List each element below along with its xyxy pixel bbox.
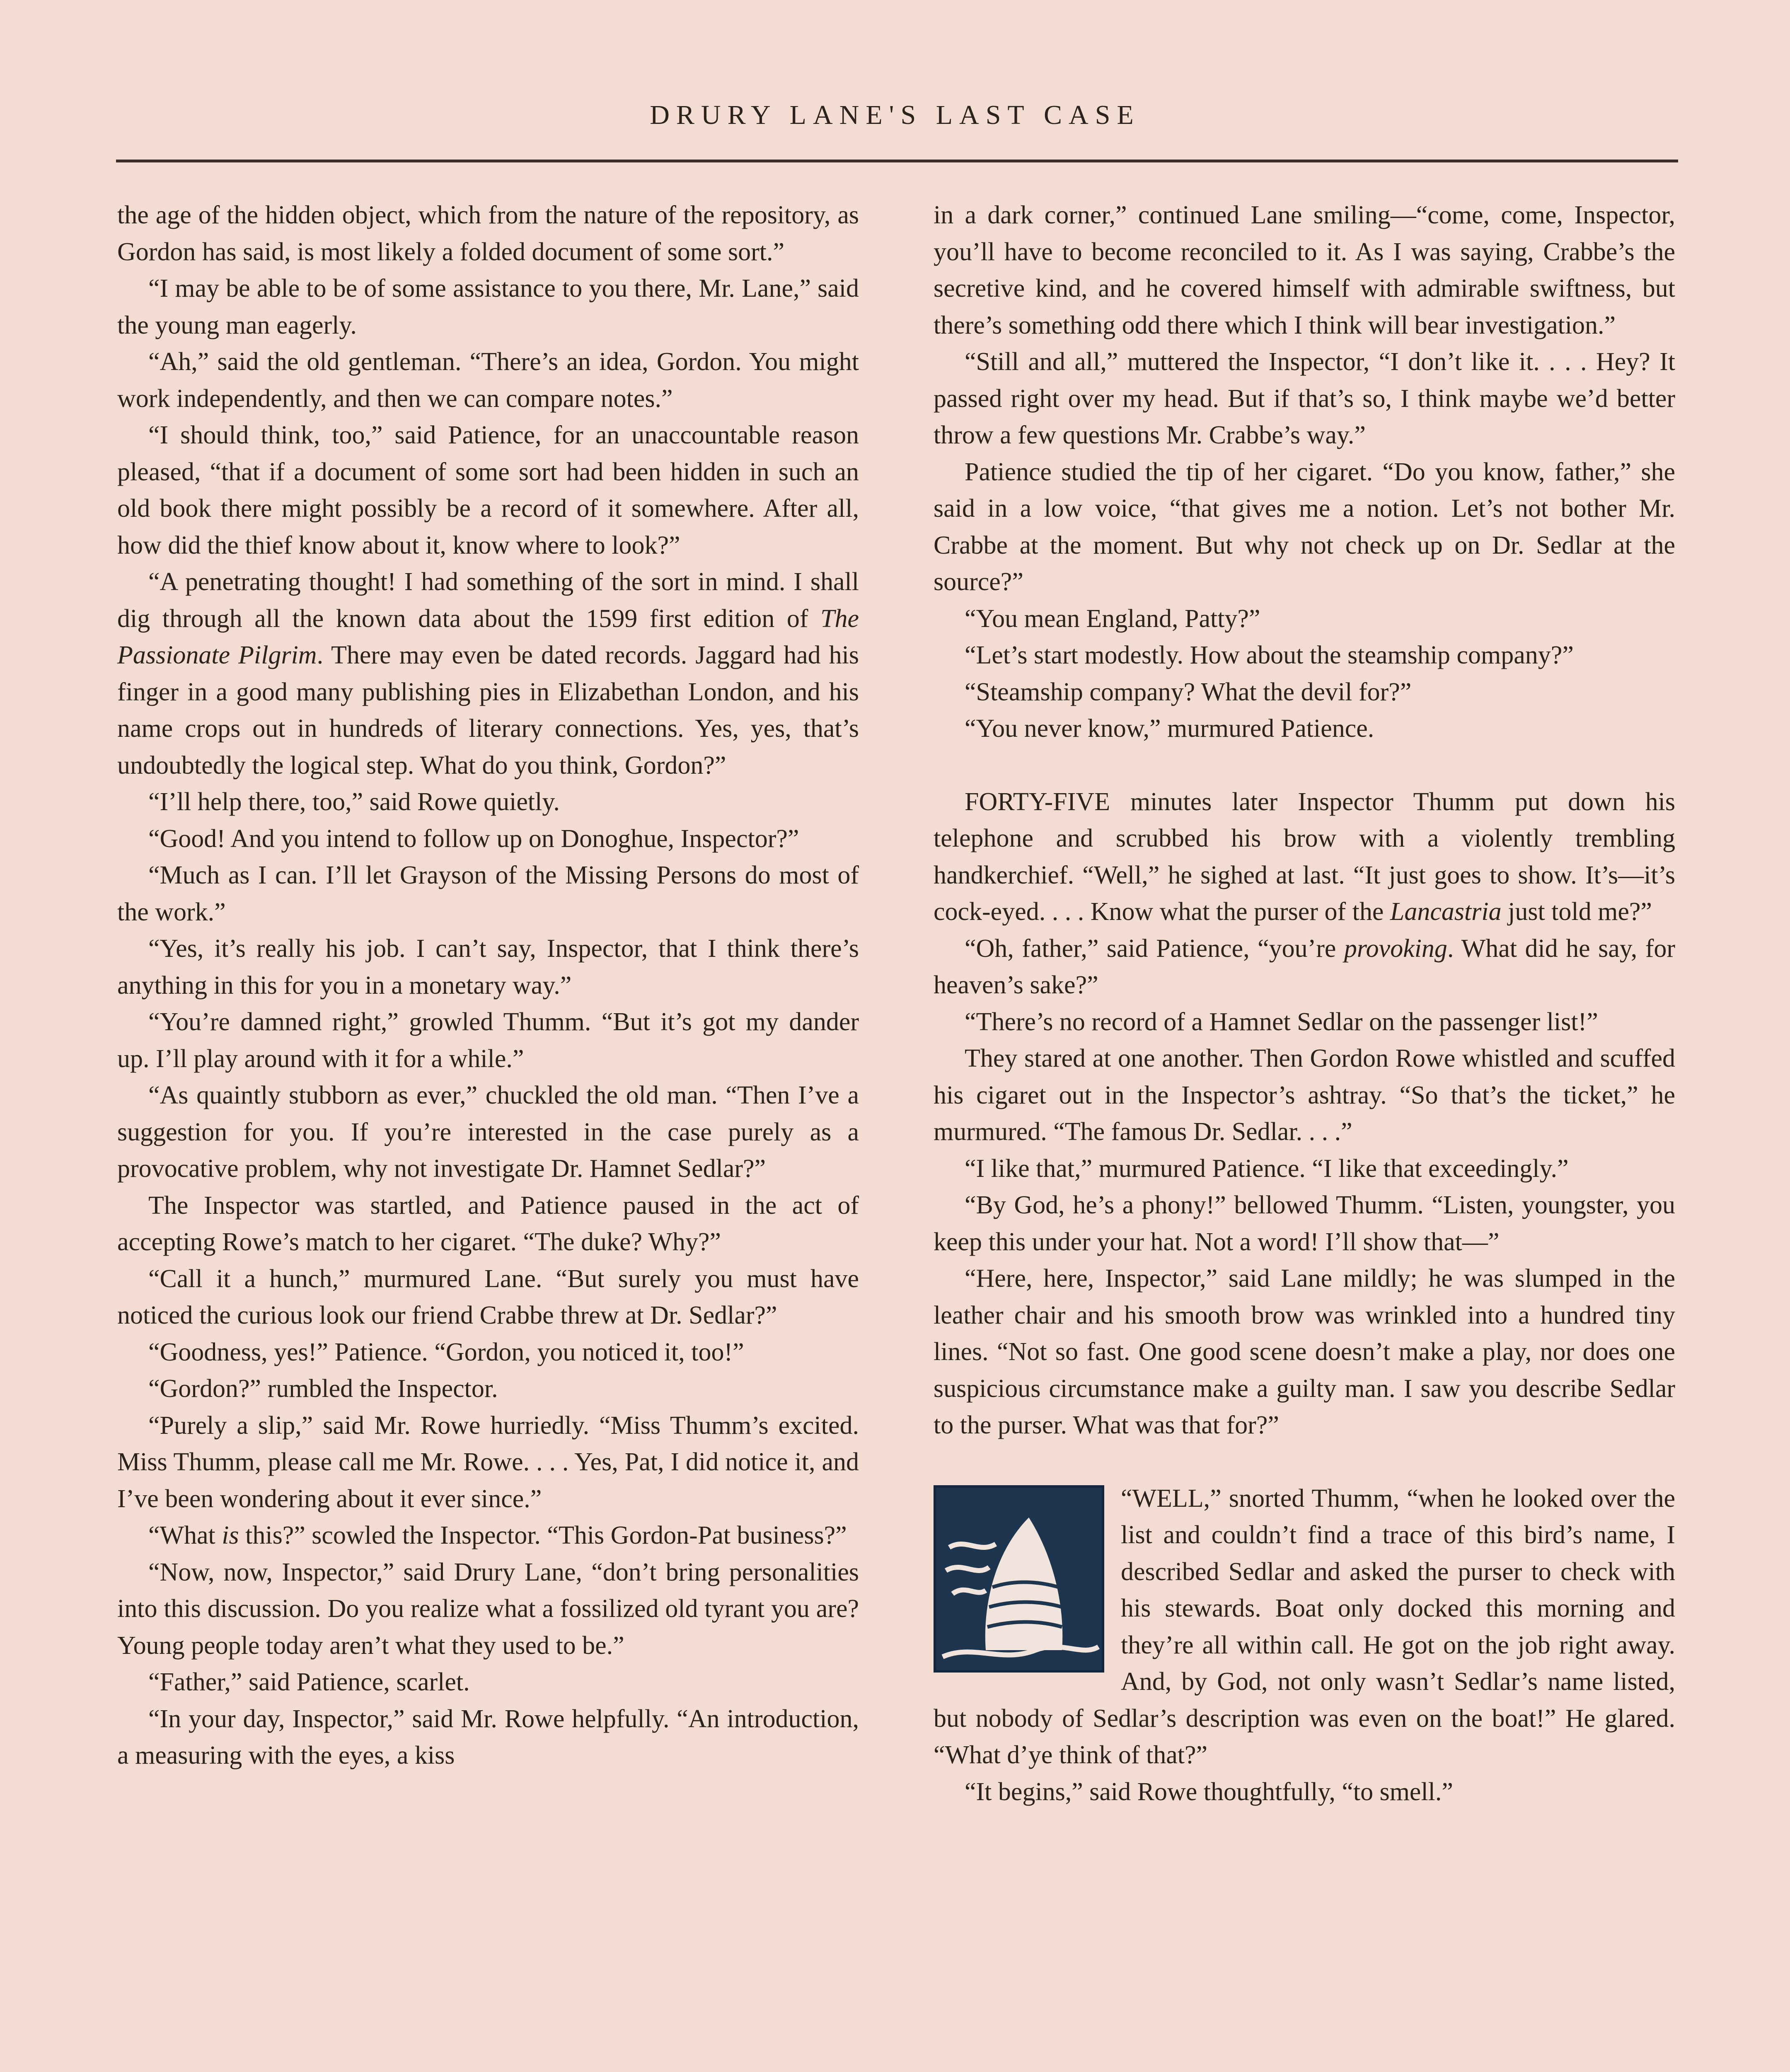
- paragraph: “Ah,” said the old gentleman. “There’s an idea, Gordon. You might work independently, and then we can compare notes.”: [117, 348, 859, 413]
- book-title: The Passionate Pilgrim: [117, 604, 859, 669]
- ship-icon: [934, 1485, 1104, 1673]
- paragraph: “By God, he’s a phony!” bellowed Thumm. “Listen, youngster, you keep this under your hat. Not a word! I’ll show that—”: [934, 1191, 1675, 1256]
- paragraph: “There’s no record of a Hamnet Sedlar on the passenger list!”: [965, 1007, 1598, 1036]
- paragraph: FORTY-FIVE minutes later Inspector Thumm put down his telephone and scrubbed his brow with a violently trembling handkerchief. “Well,” he sighed at last. “It just goes to show. It’s—it’s cock-eyed. . . . Know what the purser of the Lancastria just told me?”: [934, 787, 1675, 926]
- paragraph: “Good! And you intend to follow up on Donoghue, Inspector?”: [148, 824, 799, 853]
- paragraph: “Yes, it’s really his job. I can’t say, Inspector, that I think there’s anything in this for you in a monetary way.”: [117, 934, 859, 1000]
- paragraph: “Much as I can. I’ll let Grayson of the Missing Persons do most of the work.”: [117, 861, 859, 926]
- paragraph: in a dark corner,” continued Lane smiling—“come, come, Inspector, you’ll have to become reconciled to it. As I was saying, Crabbe’s the secretive kind, and he covered himself with admirable swiftness, but there’s something odd there which I think will bear investigation.”: [934, 201, 1675, 339]
- paragraph: “You never know,” murmured Patience.: [965, 714, 1374, 743]
- paragraph: “Let’s start modestly. How about the steamship company?”: [965, 641, 1574, 669]
- paragraph: “You’re damned right,” growled Thumm. “But it’s got my dander up. I’ll play around with it for a while.”: [117, 1008, 859, 1073]
- header-rule: [116, 160, 1678, 162]
- paragraph: “It begins,” said Rowe thoughtfully, “to smell.”: [965, 1777, 1453, 1806]
- paragraph: “Now, now, Inspector,” said Drury Lane, “don’t bring personalities into this discussion. Do you realize what a fossilized old tyrant you are? Young people today aren’t what they used to be.”: [117, 1558, 859, 1660]
- illustrated-paragraph: [934, 1480, 1675, 1774]
- running-title: DRURY LANE'S LAST CASE: [650, 100, 1140, 130]
- paragraph: “Oh, father,” said Patience, “you’re provoking. What did he say, for heaven’s sake?”: [934, 934, 1675, 999]
- paragraph: “What is this?” scowled the Inspector. “This Gordon-Pat business?”: [148, 1521, 847, 1549]
- paragraph: “I like that,” murmured Patience. “I like that exceedingly.”: [965, 1154, 1569, 1183]
- section-break: [934, 747, 1675, 784]
- paragraph: Patience studied the tip of her cigaret. “Do you know, father,” she said in a low voice, “that gives me a notion. Let’s not bother Mr. Crabbe at the moment. But why not check up on Dr. Sedlar at the source?”: [934, 457, 1675, 596]
- paragraph: “Father,” said Patience, scarlet.: [148, 1668, 470, 1696]
- paragraph: “Purely a slip,” said Mr. Rowe hurriedly. “Miss Thumm’s excited. Miss Thumm, please call me Mr. Rowe. . . . Yes, Pat, I did notice it, and I’ve been wondering about it ever since.”: [117, 1411, 859, 1513]
- emphasis: provoking: [1344, 934, 1447, 963]
- paragraph: “Goodness, yes!” Patience. “Gordon, you noticed it, too!”: [148, 1338, 744, 1366]
- right-column: [934, 197, 1675, 1810]
- paragraph: The Inspector was startled, and Patience paused in the act of accepting Rowe’s match to her cigaret. “The duke? Why?”: [117, 1191, 859, 1256]
- paragraph: the age of the hidden object, which from the nature of the repository, as Gordon has said, is most likely a folded document of some sort.”: [117, 201, 859, 266]
- paragraph: “I’ll help there, too,” said Rowe quietly.: [148, 788, 560, 816]
- paragraph: They stared at one another. Then Gordon Rowe whistled and scuffed his cigaret out in the Inspector’s ashtray. “So that’s the ticket,” he murmured. “The famous Dr. Sedlar. . . .”: [934, 1044, 1675, 1146]
- section-break: [934, 1444, 1675, 1480]
- paragraph: “As quaintly stubborn as ever,” chuckled the old man. “Then I’ve a suggestion for you. If you’re interested in the case purely as a provocative problem, why not investigate Dr. Hamnet Sedlar?”: [117, 1081, 859, 1183]
- paragraph: “In your day, Inspector,” said Mr. Rowe helpfully. “An introduction, a measuring with the eyes, a kiss: [117, 1704, 859, 1769]
- paragraph: “Gordon?” rumbled the Inspector.: [148, 1375, 498, 1403]
- paragraph: “I may be able to be of some assistance to you there, Mr. Lane,” said the young man eagerly.: [117, 274, 859, 339]
- paragraph: “Still and all,” muttered the Inspector, “I don’t like it. . . . Hey? It passed right over my head. But if that’s so, I think maybe we’d better throw a few questions Mr. Crabbe’s way.”: [934, 348, 1675, 449]
- paragraph: “Here, here, Inspector,” said Lane mildly; he was slumped in the leather chair and his smooth brow was wrinkled into a hundred tiny lines. “Not so fast. One good scene doesn’t make a play, nor does one suspicious circumstance make a guilty man. I saw you describe Sedlar to the purser. What was that for?”: [934, 1264, 1675, 1439]
- ship-name: Lancastria: [1390, 898, 1502, 926]
- paragraph: “Call it a hunch,” murmured Lane. “But surely you must have noticed the curious look our friend Crabbe threw at Dr. Sedlar?”: [117, 1264, 859, 1329]
- paragraph: “A penetrating thought! I had something of the sort in mind. I shall dig through all the known data about the 1599 first edition of The Passionate Pilgrim. There may even be dated records. Jaggard had his finger in a good many publishing pies in Elizabethan London, and his name crops out in hundreds of literary connections. Yes, yes, that’s undoubtedly the logical step. What do you think, Gordon?”: [117, 568, 859, 779]
- emphasis: is: [222, 1521, 239, 1549]
- paragraph: “You mean England, Patty?”: [965, 604, 1260, 633]
- paragraph: “WELL,” snorted Thumm, “when he looked over the list and couldn’t find a trace of this bird’s name, I described Sedlar and asked the purser to check with his stewards. Boat only docked this morning and they’re all within call. He got on the job right away. And, by God, not only wasn’t Sedlar’s name listed, but nobody of Sedlar’s description was even on the boat!” He glared. “What d’ye think of that?”: [934, 1484, 1675, 1769]
- paragraph: “I should think, too,” said Patience, for an unaccountable reason pleased, “that if a document of some sort had been hidden in such an old book there might possibly be a record of it somewhere. After all, how did the thief know about it, know where to look?”: [117, 421, 859, 559]
- paragraph: “Steamship company? What the devil for?”: [965, 678, 1412, 706]
- left-column: [117, 197, 859, 1774]
